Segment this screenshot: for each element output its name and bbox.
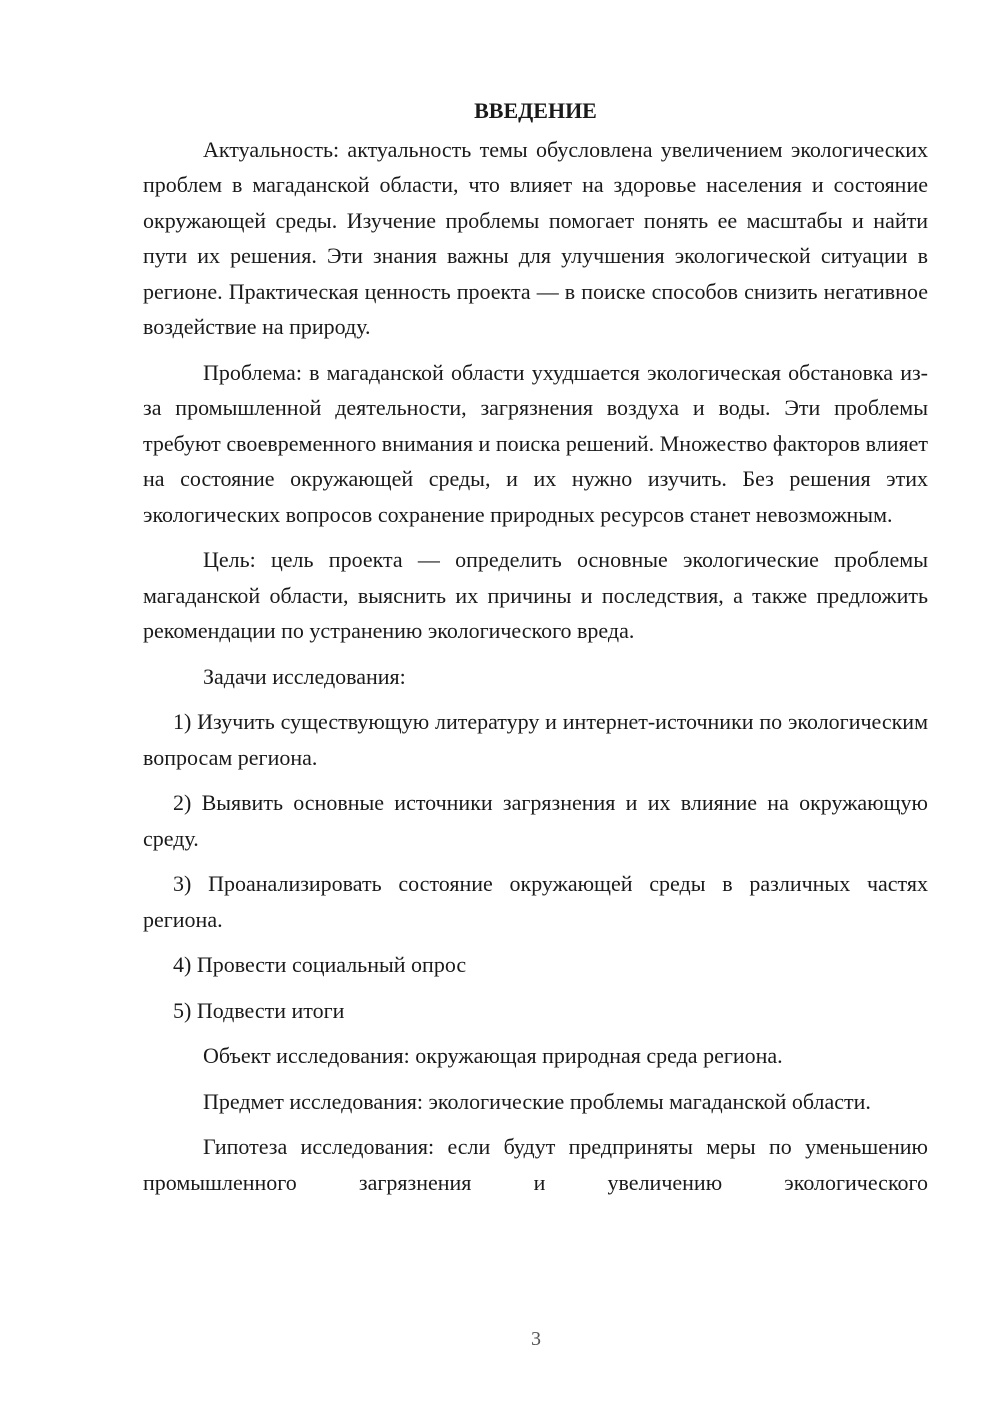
object-paragraph: Объект исследования: окружающая природная среда региона.: [203, 1043, 783, 1068]
task-item: 2) Выявить основные источники загрязнения и их влияние на окружающую среду.: [143, 790, 928, 851]
goal-paragraph: Цель: цель проекта — определить основные экологические проблемы магаданской области, выяснить их причины и последствия, а также предложить рекомендации по устранению экологического вреда.: [143, 547, 928, 643]
tasks-heading: Задачи исследования:: [203, 663, 406, 689]
section-title: ВВЕДЕНИЕ: [474, 98, 597, 123]
relevance-paragraph: Актуальность: актуальность темы обусловлена увеличением экологических проблем в магаданской области, что влияет на здоровье населения и состояние окружающей среды. Изучение проблемы помогает понять ее масштабы и найти пути их решения. Эти знания важны для улучшения экологической ситуации в регионе. Практическая ценность проекта — в поиске способов снизить негативное воздействие на природу.: [143, 136, 928, 339]
page-number: 3: [531, 1328, 541, 1350]
subject-paragraph: Предмет исследования: экологические проблемы магаданской области.: [203, 1088, 871, 1114]
hypothesis-paragraph: Гипотеза исследования: если будут предприняты меры по уменьшению промышленного загрязнения и увеличению экологического: [143, 1134, 928, 1195]
task-item: 4) Провести социальный опрос: [173, 952, 467, 977]
task-item: 5) Подвести итоги: [173, 997, 345, 1023]
task-item: 3) Проанализировать состояние окружающей среды в различных частях региона.: [143, 871, 928, 932]
page-content: [143, 93, 928, 1200]
task-item: 1) Изучить существующую литературу и интернет-источники по экологическим вопросам региона.: [143, 709, 928, 770]
problem-paragraph: Проблема: в магаданской области ухудшается экологическая обстановка из-за промышленной деятельности, загрязнения воздуха и воды. Эти проблемы требуют своевременного внимания и поиска решений. Множество факторов влияет на состояние окружающей среды, и их нужно изучить. Без решения этих экологических вопросов сохранение природных ресурсов станет невозможным.: [143, 359, 928, 527]
